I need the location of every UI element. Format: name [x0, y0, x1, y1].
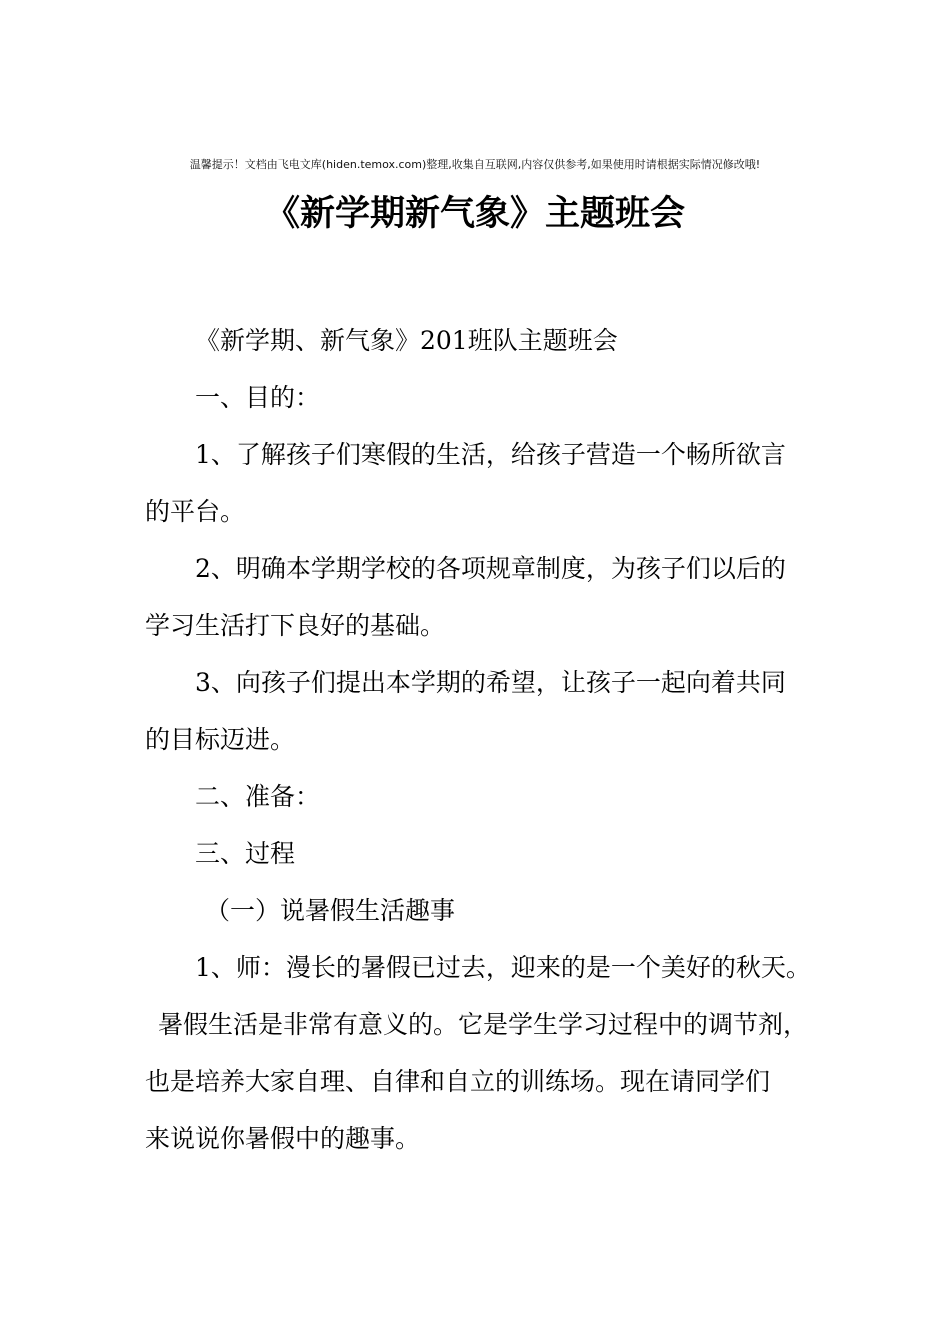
section-heading-preparation: 二、准备： — [195, 782, 321, 811]
item-2-line-1: 2、明确本学期学校的各项规章制度，为孩子们以后的 — [195, 554, 786, 583]
section-heading-process: 三、过程 — [195, 839, 296, 868]
subtitle-line: 《新学期、新气象》201班队主题班会 — [195, 326, 618, 355]
paragraph-line-2: 暑假生活是非常有意义的。它是学生学习过程中的调节剂， — [158, 1010, 809, 1039]
item-1-line-1: 1、了解孩子们寒假的生活，给孩子营造一个畅所欲言 — [195, 440, 786, 469]
item-3-line-2: 的目标迈进。 — [145, 725, 296, 754]
document-title: 《新学期新气象》主题班会 — [264, 194, 685, 234]
header-notice: 温馨提示！文档由飞电文库(hiden.temox.com)整理,收集自互联网,内容仅供参考,如果使用时请根据实际情况修改哦! — [189, 158, 761, 171]
paragraph-line-4: 来说说你暑假中的趣事。 — [145, 1124, 421, 1153]
subsection-heading: （一）说暑假生活趣事 — [205, 896, 456, 925]
item-2-line-2: 学习生活打下良好的基础。 — [145, 611, 446, 640]
section-heading-purpose: 一、目的： — [195, 383, 321, 412]
item-3-line-1: 3、向孩子们提出本学期的希望，让孩子一起向着共同 — [195, 668, 786, 697]
item-1-line-2: 的平台。 — [145, 497, 246, 526]
paragraph-line-3: 也是培养大家自理、自律和自立的训练场。现在请同学们 — [145, 1067, 771, 1096]
paragraph-line-1: 1、师：漫长的暑假已过去，迎来的是一个美好的秋天。 — [195, 953, 811, 982]
